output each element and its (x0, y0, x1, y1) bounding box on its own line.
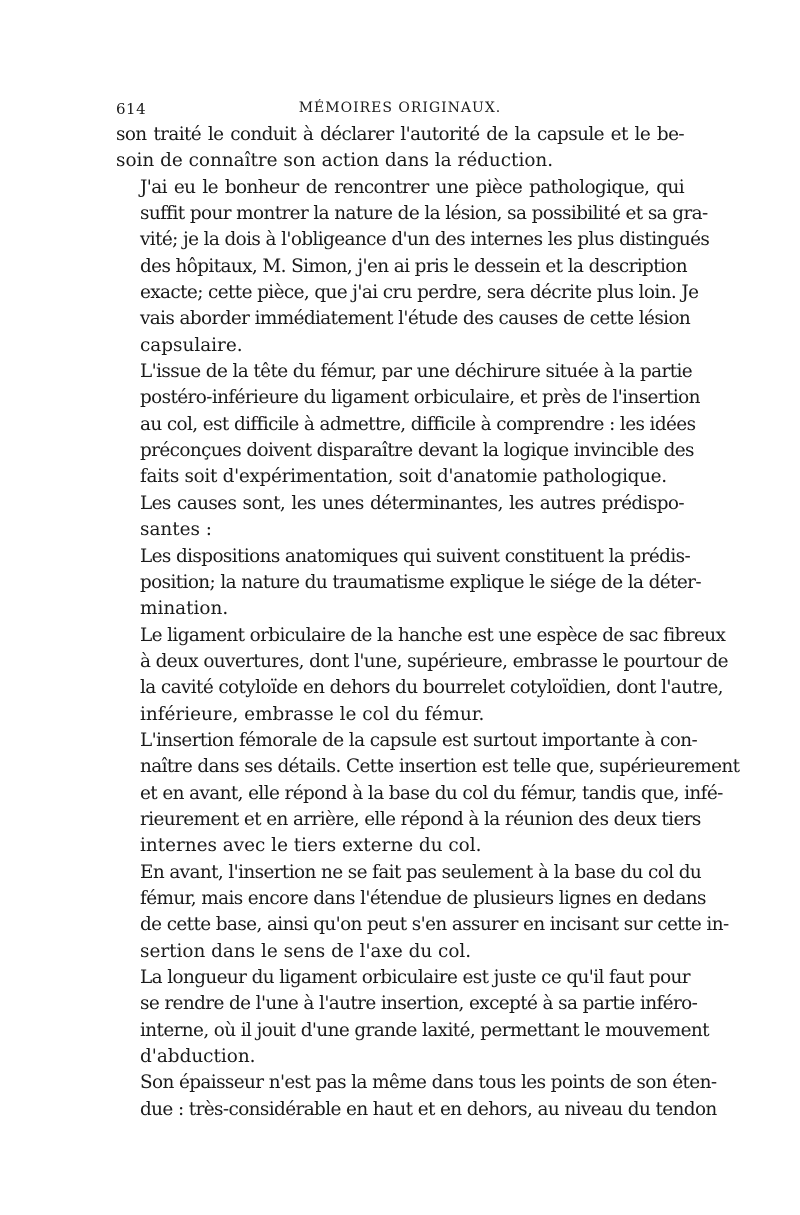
text-line: postéro-inférieure du ligament orbiculaire, et près de l'insertion (140, 387, 700, 409)
paragraph (116, 544, 701, 623)
paragraph (116, 965, 709, 1070)
text-line: La longueur du ligament orbiculaire est juste ce qu'il faut pour (140, 967, 690, 988)
text-line: mination. (140, 598, 229, 620)
text-line: et en avant, elle répond à la base du col du fémur, tandis que, infé- (140, 782, 723, 804)
text-line: L'issue de la tête du fémur, par une déchirure située à la partie (140, 361, 693, 383)
text-line: interne, où il jouit d'une grande laxité, permettant le mouvement (140, 1019, 709, 1041)
text-line: se rendre de l'une à l'autre insertion, excepté à sa partie inféro- (140, 993, 698, 1015)
text-line: suffit pour montrer la nature de la lésion, sa possibilité et sa gra- (140, 203, 708, 225)
text-line: faits soit d'expérimentation, soit d'anatomie pathologique. (140, 466, 667, 488)
book-page (116, 92, 740, 1123)
text-line: rieurement et en arrière, elle répond à la réunion des deux tiers (140, 808, 701, 830)
text-line: due : très-considérable en haut et en dehors, au niveau du tendon (140, 1098, 717, 1120)
text-line: de cette base, ainsi qu'on peut s'en assurer en incisant sur cette in- (140, 914, 729, 936)
running-title: MÉMOIRES ORIGINAUX. (298, 100, 502, 116)
text-line: L'insertion fémorale de la capsule est surtout importante à con- (140, 729, 698, 751)
text-line: inférieure, embrasse le col du fémur. (140, 703, 485, 725)
text-line: fémur, mais encore dans l'étendue de plusieurs lignes en dedans (140, 887, 706, 909)
text-line: internes avec le tiers externe du col. (140, 835, 482, 857)
text-line: En avant, l'insertion ne se fait pas seulement à la base du col du (140, 861, 702, 883)
text-line: son traité le conduit à déclarer l'autorité de la capsule et le be- (116, 124, 684, 145)
text-line: capsulaire. (140, 334, 243, 356)
paragraph (116, 122, 684, 175)
text-line: Les causes sont, les unes déterminantes, les autres prédispo- (140, 492, 684, 514)
paragraph (116, 860, 729, 965)
text-line: Les dispositions anatomiques qui suivent constituent la prédis- (140, 545, 691, 567)
text-line: à deux ouvertures, dont l'une, supérieure, embrasse le pourtour de (140, 650, 728, 672)
text-line: des hôpitaux, M. Simon, j'en ai pris le dessein et la description (140, 255, 688, 277)
paragraph (116, 728, 740, 860)
text-line: préconçues doivent disparaître devant la logique invincible des (140, 440, 694, 462)
text-line: santes : (140, 519, 213, 541)
text-line: au col, est difficile à admettre, difficile à comprendre : les idées (140, 413, 696, 435)
text-line: sertion dans le sens de l'axe du col. (140, 940, 472, 962)
paragraph (116, 175, 710, 359)
text-line: Son épaisseur n'est pas la même dans tous les points de son éten- (140, 1072, 717, 1094)
text-line: naître dans ses détails. Cette insertion est telle que, supérieurement (140, 756, 740, 778)
text-line: J'ai eu le bonheur de rencontrer une pièce pathologique, qui (140, 176, 684, 198)
text-line: la cavité cotyloïde en dehors du bourrelet cotyloïdien, dont l'autre, (140, 677, 723, 699)
text-line: d'abduction. (140, 1046, 256, 1068)
paragraph (116, 491, 684, 544)
text-line: exacte; cette pièce, que j'ai cru perdre, sera décrite plus loin. Je (140, 282, 699, 304)
text-line: soin de connaître son action dans la réduction. (116, 150, 554, 172)
page-number: 614 (116, 100, 147, 118)
text-line: position; la nature du traumatisme explique le siége de la déter- (140, 571, 701, 593)
text-line: Le ligament orbiculaire de la hanche est une espèce de sac fibreux (140, 624, 726, 646)
text-line: vais aborder immédiatement l'étude des causes de cette lésion (140, 308, 691, 330)
paragraph (116, 359, 700, 491)
paragraph (116, 1070, 717, 1123)
paragraph (116, 623, 728, 728)
text-line: vité; je la dois à l'obligeance d'un des internes les plus distingués (140, 229, 710, 251)
running-head (116, 92, 684, 122)
body-text (116, 122, 740, 1123)
